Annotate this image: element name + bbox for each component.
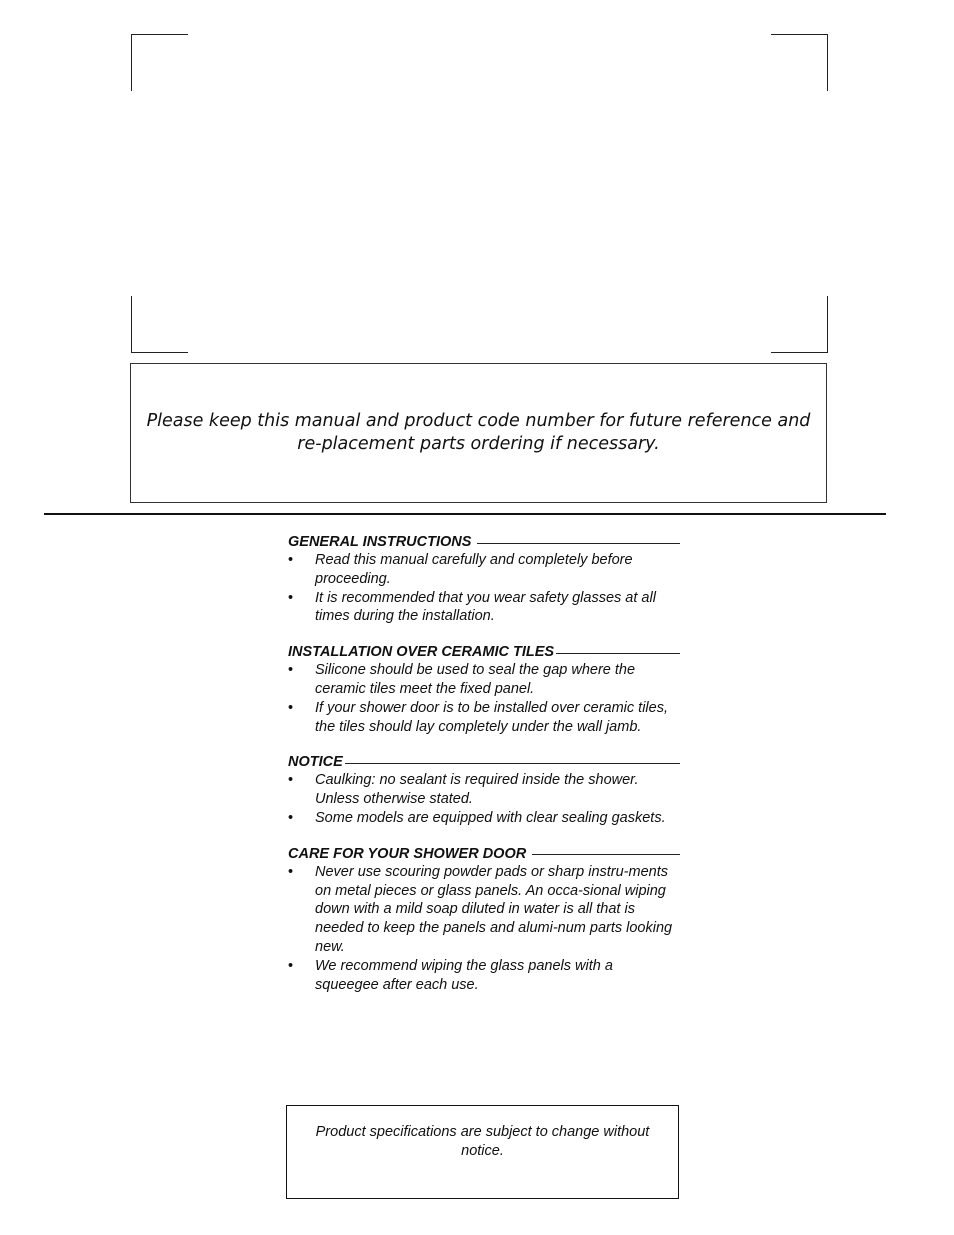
section-notice	[288, 753, 680, 827]
crop-mark-top-right	[771, 34, 828, 91]
bullet-icon: •	[288, 589, 294, 606]
section-heading	[288, 845, 680, 863]
list-item	[288, 699, 680, 737]
list-item	[288, 771, 680, 809]
heading-rule	[477, 543, 680, 544]
list-item	[288, 809, 680, 828]
bullet-list	[288, 551, 680, 626]
list-item-text: Some models are equipped with clear sealing gaskets.	[315, 809, 666, 826]
reference-note-text: Please keep this manual and product code number for future reference and re-placement parts ordering if necessary.	[146, 411, 811, 454]
list-item	[288, 551, 680, 589]
bullet-icon: •	[288, 809, 294, 826]
list-item	[288, 589, 680, 627]
bullet-list	[288, 863, 680, 995]
section-heading	[288, 753, 680, 771]
bullet-list	[288, 661, 680, 736]
list-item-text: Never use scouring powder pads or sharp instru-ments on metal pieces or glass panels. An occa-sional wiping down with a mild soap diluted in water is all that is needed to keep the panels and alumi-num parts looking new.	[315, 863, 673, 955]
bullet-icon: •	[288, 552, 294, 568]
horizontal-divider	[44, 513, 886, 515]
specifications-note-text: Product specifications are subject to change without notice.	[315, 1124, 650, 1159]
section-title: CARE FOR YOUR SHOWER DOOR	[288, 845, 527, 862]
bullet-icon: •	[288, 699, 294, 716]
section-title: GENERAL INSTRUCTIONS	[288, 534, 472, 550]
list-item-text: If your shower door is to be installed over ceramic tiles, the tiles should lay completely under the wall jamb.	[315, 699, 668, 735]
section-title: INSTALLATION OVER CERAMIC TILES	[288, 644, 555, 661]
bullet-icon: •	[288, 772, 294, 789]
list-item-text: It is recommended that you wear safety glasses at all times during the installation.	[315, 589, 656, 625]
section-title: NOTICE	[288, 754, 343, 771]
list-item	[288, 661, 680, 699]
list-item-text: Read this manual carefully and completely before proceeding.	[315, 552, 633, 587]
specifications-note-box	[286, 1105, 679, 1199]
section-care-for-your-shower-door	[288, 845, 680, 995]
bullet-icon: •	[288, 662, 294, 679]
heading-rule	[556, 653, 680, 654]
crop-mark-top-left	[131, 34, 188, 91]
list-item	[288, 863, 680, 957]
crop-mark-bottom-right	[771, 296, 828, 353]
list-item-text: We recommend wiping the glass panels with a squeegee after each use.	[315, 957, 613, 993]
list-item	[288, 957, 680, 995]
list-item-text: Silicone should be used to seal the gap where the ceramic tiles meet the fixed panel.	[315, 662, 636, 697]
heading-rule	[532, 854, 680, 855]
heading-rule	[345, 763, 680, 764]
reference-note-box	[130, 363, 827, 503]
crop-mark-bottom-left	[131, 296, 188, 353]
list-item-text: Caulking: no sealant is required inside the shower. Unless otherwise stated.	[315, 772, 639, 808]
section-installation-over-ceramic-tiles	[288, 643, 680, 736]
bullet-icon: •	[288, 863, 294, 880]
section-general-instructions	[288, 533, 680, 626]
section-heading	[288, 533, 680, 551]
bullet-icon: •	[288, 957, 294, 974]
bullet-list	[288, 771, 680, 827]
section-heading	[288, 643, 680, 661]
instructions-column	[288, 533, 680, 1011]
